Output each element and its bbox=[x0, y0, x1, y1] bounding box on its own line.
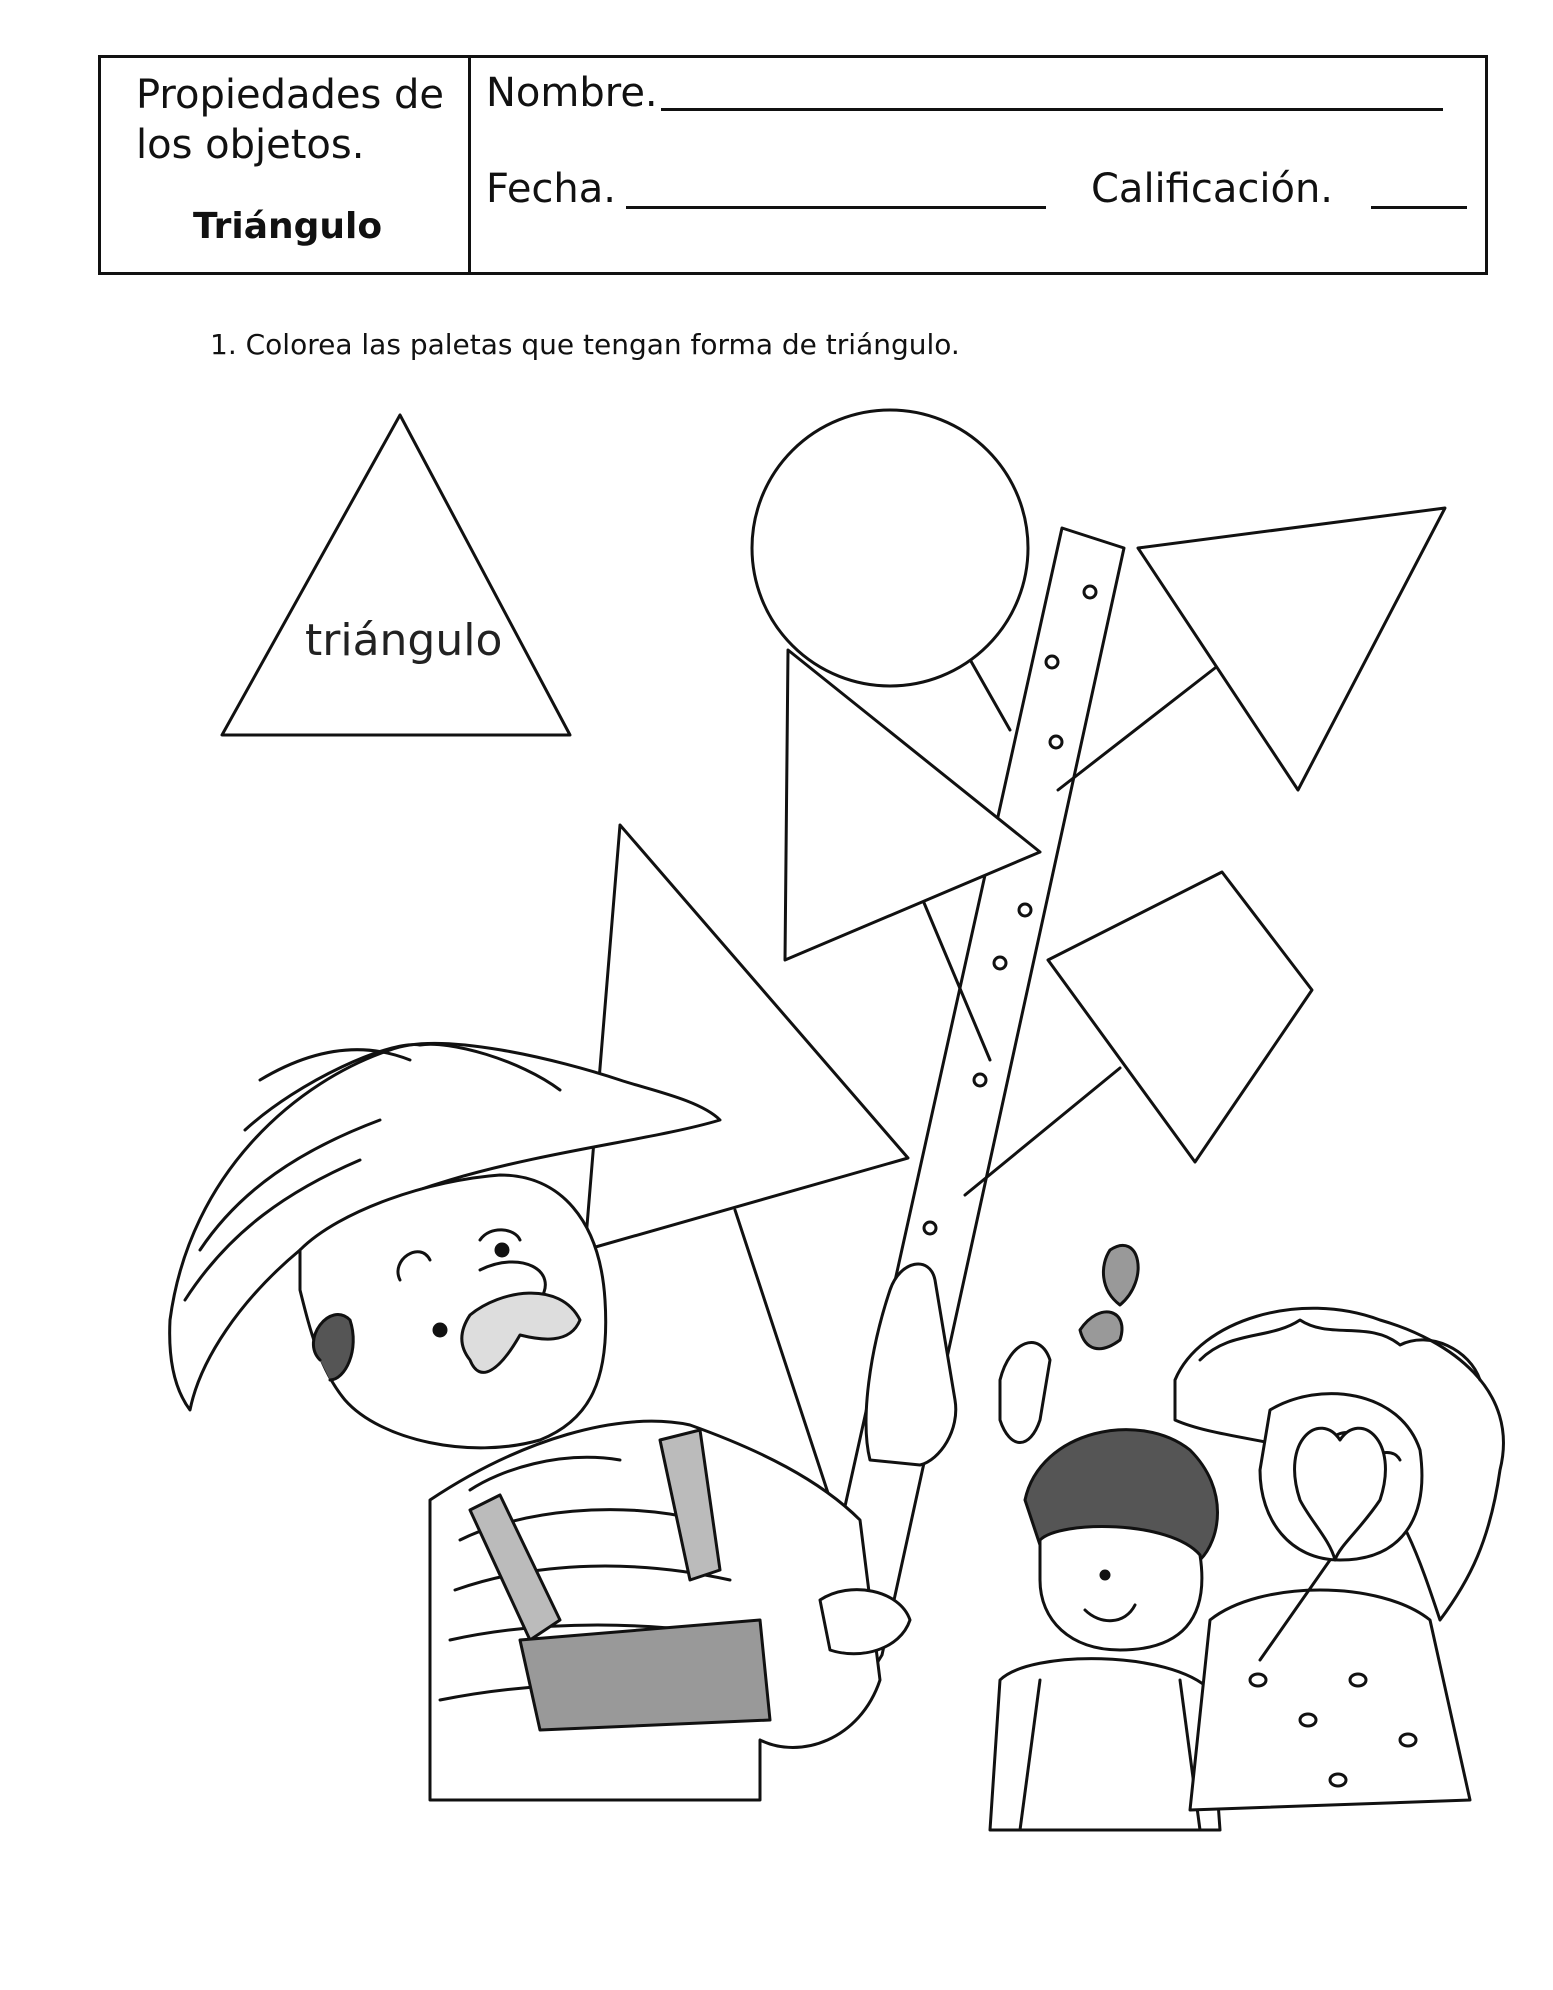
circle-lollipop bbox=[752, 410, 1028, 686]
man-hand-lower bbox=[820, 1590, 910, 1654]
name-label: Nombre. bbox=[486, 70, 658, 116]
man-body bbox=[430, 1421, 880, 1800]
diamond-lollipop bbox=[1048, 872, 1312, 1162]
date-label: Fecha. bbox=[486, 166, 616, 212]
grade-label: Calificación. bbox=[1091, 166, 1334, 212]
shape-name: Triángulo bbox=[193, 206, 383, 247]
example-triangle-label: triángulo bbox=[305, 615, 503, 666]
example-triangle bbox=[222, 415, 570, 735]
instruction: 1. Colorea las paletas que tengan forma de triángulo. bbox=[210, 328, 960, 361]
boy-face bbox=[1040, 1526, 1202, 1650]
topic-title: Propiedades de los objetos. bbox=[136, 72, 445, 168]
triangle-lollipop-2 bbox=[1138, 508, 1445, 790]
